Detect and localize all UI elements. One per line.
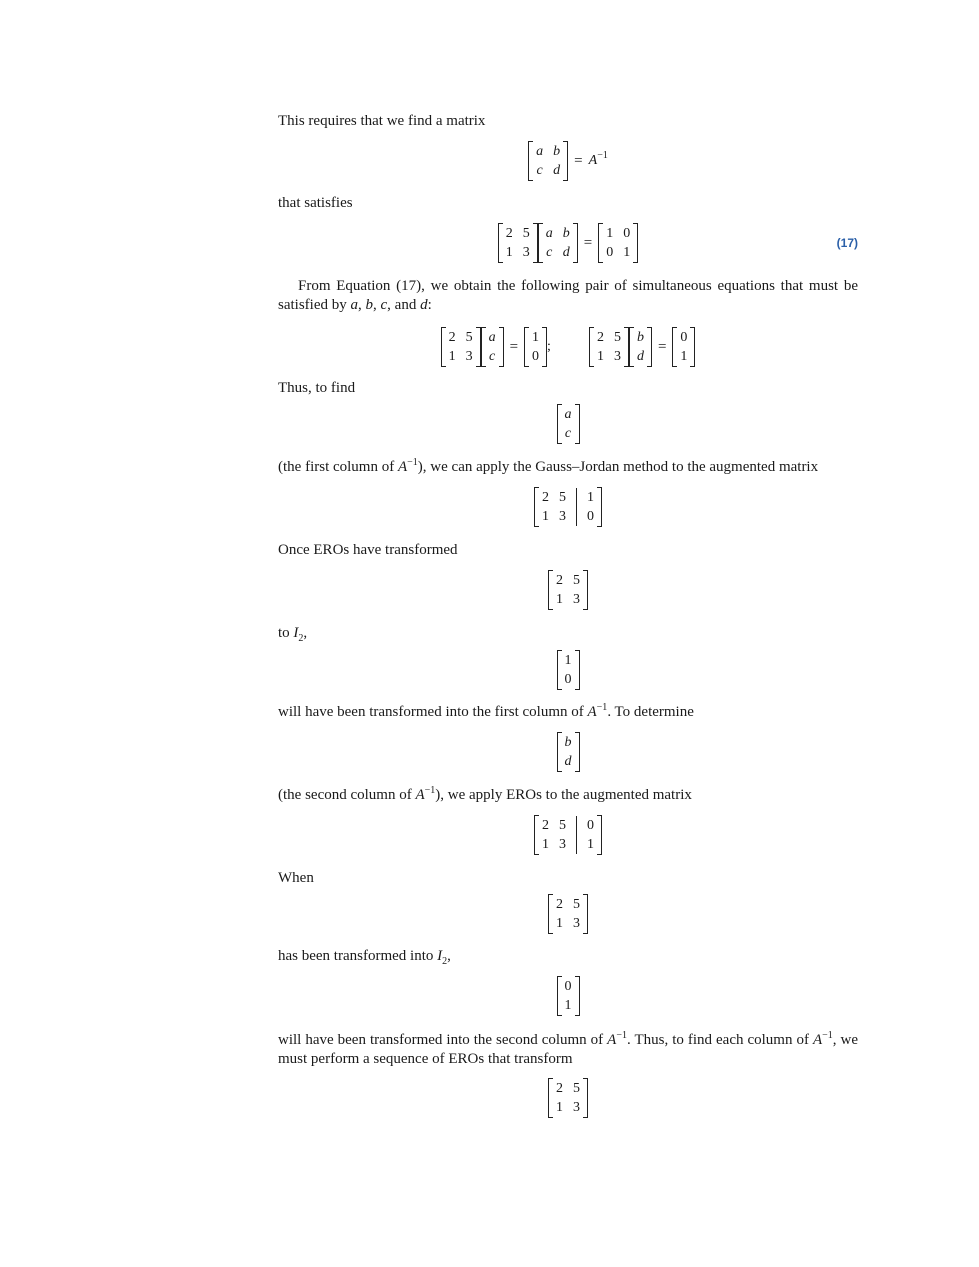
vector-e2: 0 1: [557, 976, 580, 1016]
augment-divider: [576, 488, 577, 526]
augment-divider: [576, 816, 577, 854]
vector-bd: b d: [557, 732, 580, 772]
text-line: (the second column of $A^{-1}$), we apply EROs to the augmented matrix: [278, 785, 692, 803]
text-line: [278, 112, 858, 131]
matrix-identity: 1 0 0 1: [598, 223, 638, 263]
vector-e1: 1 0: [524, 327, 547, 367]
matrix-cell: d: [553, 163, 561, 178]
paragraph-text: This requires that we find a matrix: [278, 113, 486, 129]
matrix-abcd: [528, 141, 568, 181]
equals-sign: =: [583, 234, 593, 251]
augmented-matrix: 2 5 0 1 3 1: [534, 815, 602, 855]
text-line: to $I_2$,: [278, 625, 308, 644]
vector-e1: 1 0: [557, 650, 580, 690]
coefficient-matrix-display: [278, 570, 858, 610]
text-line: (the first column of $A^{-1}$), we can apply the Gauss–Jordan method to the augmented matrix: [278, 457, 819, 475]
coefficient-matrix-display: [278, 1078, 858, 1118]
augmented-matrix: 2 5 1 1 3 0: [534, 487, 602, 527]
equation-pair: [278, 327, 858, 367]
matrix-coefficient: 2 5 1 3: [589, 327, 629, 367]
a-inverse: $A^{-1}$: [588, 150, 608, 168]
vector-bd: b d: [629, 327, 652, 367]
paragraph-text: that satisfies: [278, 195, 353, 211]
equals-sign: =: [509, 338, 519, 355]
text-line: has been transformed into $I_2$,: [278, 948, 451, 967]
matrix-cell: a: [536, 144, 544, 159]
vector-ac: a c: [481, 327, 504, 367]
text-line: Thus, to find: [278, 380, 356, 396]
vector-ac-display: [278, 404, 858, 444]
equation-inverse-definition: [278, 141, 858, 181]
matrix-coefficient: 2 5 1 3: [548, 1078, 588, 1118]
text-line: will have been transformed into the first column of $A^{-1}$. To determine: [278, 702, 694, 720]
augmented-matrix-1: [278, 487, 858, 527]
matrix-coefficient: 2 5 1 3: [441, 327, 481, 367]
text-line: When: [278, 870, 314, 886]
coefficient-matrix-display: [278, 894, 858, 934]
vector-e2-display: [278, 976, 858, 1016]
vector-e2: 0 1: [672, 327, 695, 367]
semicolon: ;: [547, 339, 551, 354]
matrix-cell: c: [536, 163, 543, 178]
vector-e1-display: [278, 650, 858, 690]
matrix-abcd: a b c d: [538, 223, 578, 263]
matrix-coefficient: 2 5 1 3: [548, 894, 588, 934]
text-line: Once EROs have transformed: [278, 542, 458, 558]
text-paragraph: From Equation (17), we obtain the following pair of simultaneous equations that must be satisfied by a, b, c, and d:: [278, 278, 858, 313]
vector-bd-display: [278, 732, 858, 772]
equals-sign: =: [574, 152, 583, 169]
matrix-coefficient: 2 5 1 3: [548, 570, 588, 610]
equals-sign: =: [657, 338, 667, 355]
equation-number: (17): [836, 236, 858, 250]
matrix-cell: b: [553, 144, 561, 159]
text-line: [278, 194, 858, 213]
equation-17: [278, 223, 858, 263]
matrix-coefficient: 2 5 1 3: [498, 223, 538, 263]
vector-ac: a c: [557, 404, 580, 444]
text-paragraph: will have been transformed into the second column of $A^{-1}$. Thus, to find each column of $A^{-1}$, we must perform a sequence of EROs that transform: [278, 1030, 858, 1067]
augmented-matrix-2: [278, 815, 858, 855]
